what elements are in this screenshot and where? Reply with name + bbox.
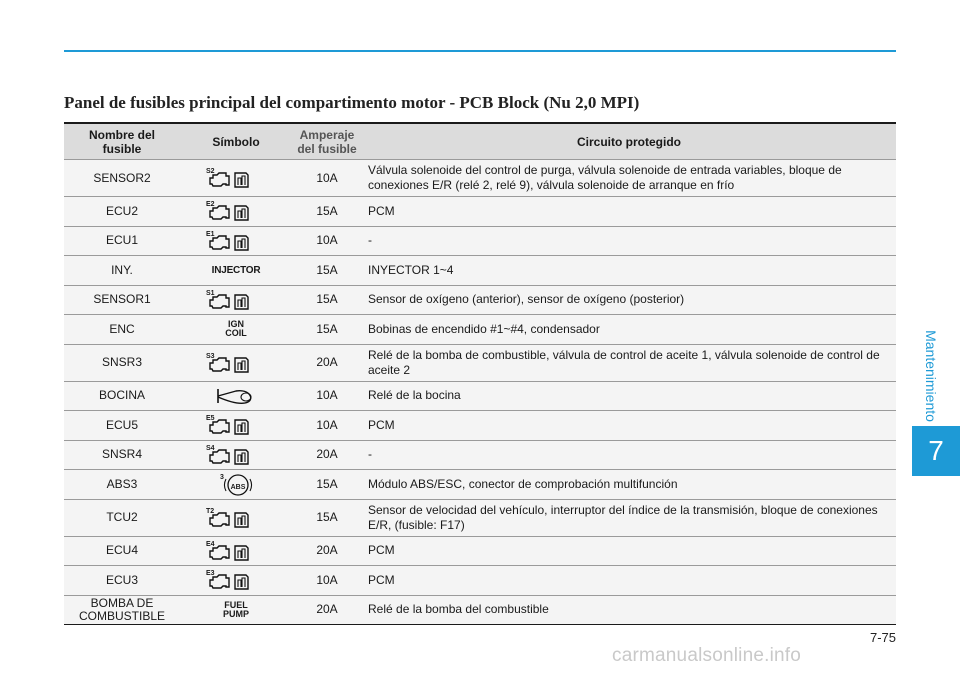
table-header-row — [64, 123, 896, 160]
header-circuit: Circuito protegido — [362, 123, 896, 160]
symbol-text-line: COIL — [225, 328, 247, 339]
fuse-circuit-cell: Sensor de oxígeno (anterior), sensor de oxígeno (posterior) — [362, 285, 896, 315]
watermark: carmanualsonline.info — [612, 645, 802, 666]
ign-coil-text-icon — [206, 316, 266, 342]
table-row — [64, 499, 896, 536]
fuse-amperage-cell: 15A — [292, 197, 362, 227]
injector-label: INJECTOR — [211, 264, 261, 276]
fuse-circuit-cell: PCM — [362, 536, 896, 566]
fuse-circuit-cell: INYECTOR 1~4 — [362, 256, 896, 286]
symbol-code-label: E3 — [206, 570, 215, 578]
table-row — [64, 285, 896, 315]
fuse-amperage-cell: 20A — [292, 344, 362, 381]
fuse-amperage-cell: 15A — [292, 315, 362, 345]
abs-label: ABS — [230, 484, 246, 492]
abs-icon — [206, 471, 266, 497]
fuse-name-cell: BOMBA DE COMBUSTIBLE — [64, 595, 180, 625]
side-label-text: Mantenimiento — [923, 330, 940, 422]
fuse-symbol-cell — [180, 411, 292, 441]
page-number: 7-75 — [869, 630, 896, 645]
symbol-text-line: FUEL — [224, 599, 248, 610]
fuse-circuit-cell: Bobinas de encendido #1~#4, condensador — [362, 315, 896, 345]
engine-ecu-icon — [206, 412, 266, 438]
fuse-symbol-cell — [180, 197, 292, 227]
fuse-amperage-cell: 10A — [292, 411, 362, 441]
horn-icon — [206, 383, 266, 409]
fuse-name-cell: BOCINA — [64, 381, 180, 411]
symbol-code-label: T2 — [206, 507, 215, 515]
fuse-circuit-cell: Sensor de velocidad del vehículo, interruptor del índice de la transmisión, bloque de conexiones E/R, (fusible: F17) — [362, 499, 896, 536]
fuse-name-cell: ECU4 — [64, 536, 180, 566]
fuse-symbol-cell — [180, 595, 292, 625]
fuse-circuit-cell: Válvula solenoide del control de purga, válvula solenoide de entrada variables, bloque de conexiones E/R (relé 2, relé 9), válvula solenoide de arranque en frío — [362, 160, 896, 197]
fuse-circuit-cell: - — [362, 440, 896, 470]
table-row — [64, 381, 896, 411]
fuse-symbol-cell — [180, 381, 292, 411]
symbol-code-label: S4 — [206, 444, 215, 452]
section-title: Panel de fusibles principal del compartimento motor - PCB Block (Nu 2,0 MPI) — [64, 93, 640, 112]
fuse-amperage-cell: 10A — [292, 566, 362, 596]
engine-ecu-icon — [206, 567, 266, 593]
table-row — [64, 536, 896, 566]
table-row — [64, 411, 896, 441]
table-row — [64, 160, 896, 197]
fuse-name-cell: SENSOR1 — [64, 285, 180, 315]
fuse-symbol-cell — [180, 160, 292, 197]
table-row — [64, 315, 896, 345]
symbol-code-label: E1 — [206, 230, 215, 238]
fuse-circuit-cell: PCM — [362, 566, 896, 596]
symbol-text-line: PUMP — [222, 608, 249, 619]
fuse-symbol-cell — [180, 256, 292, 286]
table-row — [64, 256, 896, 286]
fuse-amperage-cell: 20A — [292, 440, 362, 470]
fuse-name-cell: INY. — [64, 256, 180, 286]
fuse-symbol-cell — [180, 344, 292, 381]
engine-sensor-icon — [206, 287, 266, 313]
injector-text-icon — [186, 257, 286, 283]
table-row — [64, 344, 896, 381]
symbol-code-label: E5 — [206, 415, 215, 423]
engine-sensor-icon — [206, 442, 266, 468]
fuse-amperage-cell: 15A — [292, 499, 362, 536]
fuse-symbol-cell — [180, 315, 292, 345]
fuse-amperage-cell: 15A — [292, 285, 362, 315]
fuse-name-cell: SNSR3 — [64, 344, 180, 381]
fuse-circuit-cell: - — [362, 226, 896, 256]
engine-ecu-icon — [206, 198, 266, 224]
fuse-name-cell: ECU2 — [64, 197, 180, 227]
fuse-name-cell: SNSR4 — [64, 440, 180, 470]
symbol-code-label: E2 — [206, 201, 215, 209]
side-label — [914, 326, 948, 426]
table-row — [64, 470, 896, 500]
fuse-circuit-cell: Módulo ABS/ESC, conector de comprobación multifunción — [362, 470, 896, 500]
fuse-name-cell: ECU3 — [64, 566, 180, 596]
symbol-code-label: E4 — [206, 540, 215, 548]
table-row — [64, 566, 896, 596]
fuse-amperage-cell: 10A — [292, 160, 362, 197]
fuse-amperage-cell: 20A — [292, 595, 362, 625]
fuel-pump-text-icon — [206, 597, 266, 623]
fuse-name-cell: ENC — [64, 315, 180, 345]
fuse-symbol-cell — [180, 499, 292, 536]
fuse-circuit-cell: Relé de la bocina — [362, 381, 896, 411]
fuse-name-cell: ABS3 — [64, 470, 180, 500]
fuse-amperage-cell: 20A — [292, 536, 362, 566]
engine-sensor-icon — [206, 165, 266, 191]
fuse-symbol-cell — [180, 566, 292, 596]
engine-sensor-icon — [206, 350, 266, 376]
fuse-symbol-cell — [180, 470, 292, 500]
engine-tcu-icon — [206, 505, 266, 531]
fuse-circuit-cell: PCM — [362, 411, 896, 441]
table-row — [64, 197, 896, 227]
fuse-amperage-cell: 10A — [292, 381, 362, 411]
chapter-tab: 7 — [912, 426, 960, 476]
symbol-code-label: S3 — [206, 352, 215, 360]
fuse-symbol-cell — [180, 226, 292, 256]
engine-ecu-icon — [206, 538, 266, 564]
fuse-name-cell: ECU5 — [64, 411, 180, 441]
fuse-table — [64, 122, 896, 625]
header-fuse-name: Nombre del fusible — [64, 123, 180, 160]
fuse-amperage-cell: 15A — [292, 256, 362, 286]
header-amperage: Amperaje del fusible — [292, 123, 362, 160]
fuse-name-cell: ECU1 — [64, 226, 180, 256]
fuse-symbol-cell — [180, 440, 292, 470]
fuse-circuit-cell: Relé de la bomba del combustible — [362, 595, 896, 625]
header-symbol: Símbolo — [180, 123, 292, 160]
top-rule — [64, 50, 896, 52]
fuse-amperage-cell: 10A — [292, 226, 362, 256]
fuse-name-cell: SENSOR2 — [64, 160, 180, 197]
symbol-code-label: 3 — [220, 474, 224, 482]
symbol-code-label: S1 — [206, 289, 215, 297]
fuse-circuit-cell: Relé de la bomba de combustible, válvula de control de aceite 1, válvula solenoide de control de aceite 2 — [362, 344, 896, 381]
table-row — [64, 440, 896, 470]
fuse-amperage-cell: 15A — [292, 470, 362, 500]
fuse-circuit-cell: PCM — [362, 197, 896, 227]
engine-ecu-icon — [206, 228, 266, 254]
table-row — [64, 226, 896, 256]
fuse-symbol-cell — [180, 536, 292, 566]
fuse-name-cell: TCU2 — [64, 499, 180, 536]
symbol-code-label: S2 — [206, 168, 215, 175]
table-row — [64, 595, 896, 625]
fuse-symbol-cell — [180, 285, 292, 315]
symbol-text-line: IGN — [227, 319, 244, 330]
